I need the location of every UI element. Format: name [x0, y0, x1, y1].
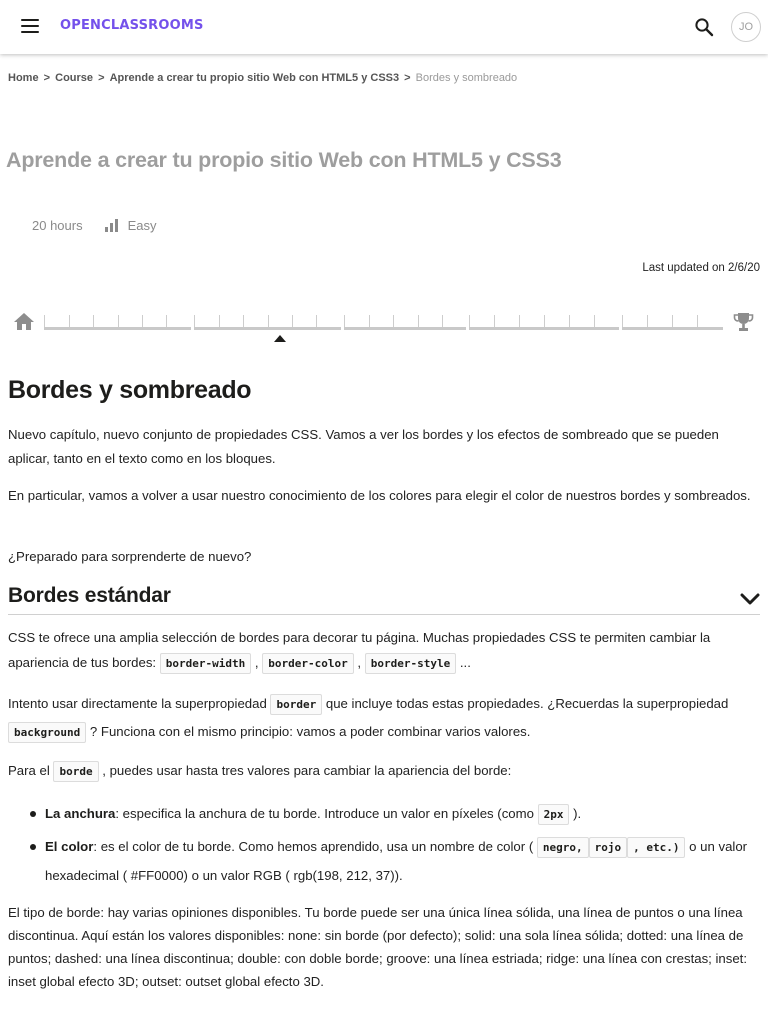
- paragraph-text: ? Funciona con el mismo principio: vamos a poder combinar varios valores.: [86, 724, 531, 739]
- list-item-text: o un valor hexadecimal ( #FF0000) o un valor RGB ( rgb(198, 212, 37)).: [45, 839, 748, 883]
- course-title: Aprende a crear tu propio sitio Web con HTML5 y CSS3: [6, 148, 562, 172]
- difficulty-bars-icon: [105, 219, 120, 232]
- progress-current-marker: [274, 335, 286, 342]
- breadcrumb-course[interactable]: Course: [55, 72, 94, 84]
- breadcrumb-course-title[interactable]: Aprende a crear tu propio sitio Web con HTML5 y CSS3: [109, 72, 400, 84]
- chevron-down-icon[interactable]: [740, 592, 760, 606]
- list-item-text: ).: [569, 806, 582, 821]
- home-icon[interactable]: [13, 312, 35, 331]
- course-duration: 20 hours: [32, 218, 83, 233]
- code-border-width: border-width: [160, 653, 251, 674]
- breadcrumb-home[interactable]: Home: [8, 72, 39, 84]
- breadcrumb-separator: >: [404, 72, 411, 84]
- breadcrumb-separator: >: [43, 72, 51, 84]
- list-item-label: La anchura: [45, 806, 116, 821]
- breadcrumb-current: Bordes y sombreado: [415, 72, 518, 84]
- code-2px: 2px: [538, 804, 570, 825]
- list-item: [45, 833, 760, 890]
- border-values-list: [45, 800, 760, 894]
- section-paragraph-1: [8, 625, 760, 676]
- section-paragraph-4: El tipo de borde: hay varias opiniones disponibles. Tu borde puede ser una única línea sólida, una línea de puntos o una línea discontinua. Aquí están los valores disponibles: none: sin borde (por defecto); solid: una sola línea sólida; dotted: una línea de puntos; dashed: una línea discontinua; double: con doble borde; groove: una línea estriada; ridge: una línea con crestas; inset: inset global efecto 3D; outset: outset global efecto 3D.: [8, 905, 748, 989]
- progress-segment-5[interactable]: [622, 314, 723, 330]
- chapter-intro-2: En particular, vamos a volver a usar nuestro conocimiento de los colores para elegir el color de nuestros bordes y sombreados.: [8, 488, 751, 503]
- code-borde: borde: [53, 761, 98, 782]
- last-updated: Last updated on 2/6/20: [642, 262, 760, 274]
- paragraph-text: , puedes usar hasta tres valores para cambiar la apariencia del borde:: [98, 763, 512, 778]
- breadcrumb: [8, 72, 517, 84]
- top-navigation-bar: [0, 0, 768, 54]
- chapter-title: Bordes y sombreado: [8, 376, 252, 404]
- paragraph-text: Para el: [8, 763, 54, 778]
- trophy-icon: [733, 312, 754, 332]
- paragraph-text: ...: [456, 655, 471, 670]
- course-level: [105, 218, 157, 233]
- progress-segment-2[interactable]: [194, 314, 341, 330]
- course-level-label: Easy: [127, 218, 157, 233]
- chapter-intro-3: ¿Preparado para sorprenderte de nuevo?: [8, 549, 252, 564]
- user-avatar[interactable]: JO: [731, 12, 761, 42]
- code-rojo: rojo: [589, 837, 628, 858]
- progress-segment-3[interactable]: [344, 314, 466, 330]
- progress-segment-4[interactable]: [469, 314, 619, 330]
- paragraph-text: CSS te ofrece una amplia selección de bordes para decorar tu página. Muchas propiedades CSS te permiten cambiar la apariencia de tus bordes:: [8, 630, 711, 670]
- section-paragraph-3: [8, 759, 760, 784]
- code-border: border: [270, 694, 322, 715]
- code-border-style: border-style: [365, 653, 456, 674]
- paragraph-text: ,: [353, 655, 365, 670]
- list-item-text: : es el color de tu borde. Como hemos aprendido, usa un nombre de color (: [93, 839, 537, 854]
- section-title: Bordes estándar: [8, 584, 171, 607]
- list-item: [45, 800, 760, 829]
- list-item-label: El color: [45, 839, 94, 854]
- paragraph-text: que incluye todas estas propiedades. ¿Recuerdas la superpropiedad: [322, 696, 729, 711]
- section-paragraph-2: [8, 690, 760, 746]
- course-meta: [32, 218, 157, 233]
- chapter-intro-1: Nuevo capítulo, nuevo conjunto de propiedades CSS. Vamos a ver los bordes y los efectos de sombreado que se pueden aplicar, tanto en el texto como en los bloques.: [8, 427, 719, 466]
- paragraph-text: Intento usar directamente la superpropiedad: [8, 696, 271, 711]
- menu-icon[interactable]: [21, 19, 39, 33]
- openclassrooms-logo[interactable]: OPENCLASSROOMS: [60, 18, 204, 33]
- code-etc: , etc.): [627, 837, 685, 858]
- list-item-text: : especifica la anchura de tu borde. Introduce un valor en píxeles (como: [115, 806, 538, 821]
- paragraph-text: ,: [251, 655, 263, 670]
- code-background: background: [8, 722, 86, 743]
- breadcrumb-separator: >: [98, 72, 105, 84]
- code-negro: negro,: [537, 837, 589, 858]
- search-icon[interactable]: [694, 17, 714, 37]
- progress-segment-1[interactable]: [44, 314, 191, 330]
- section-header[interactable]: [8, 584, 760, 615]
- code-border-color: border-color: [262, 653, 353, 674]
